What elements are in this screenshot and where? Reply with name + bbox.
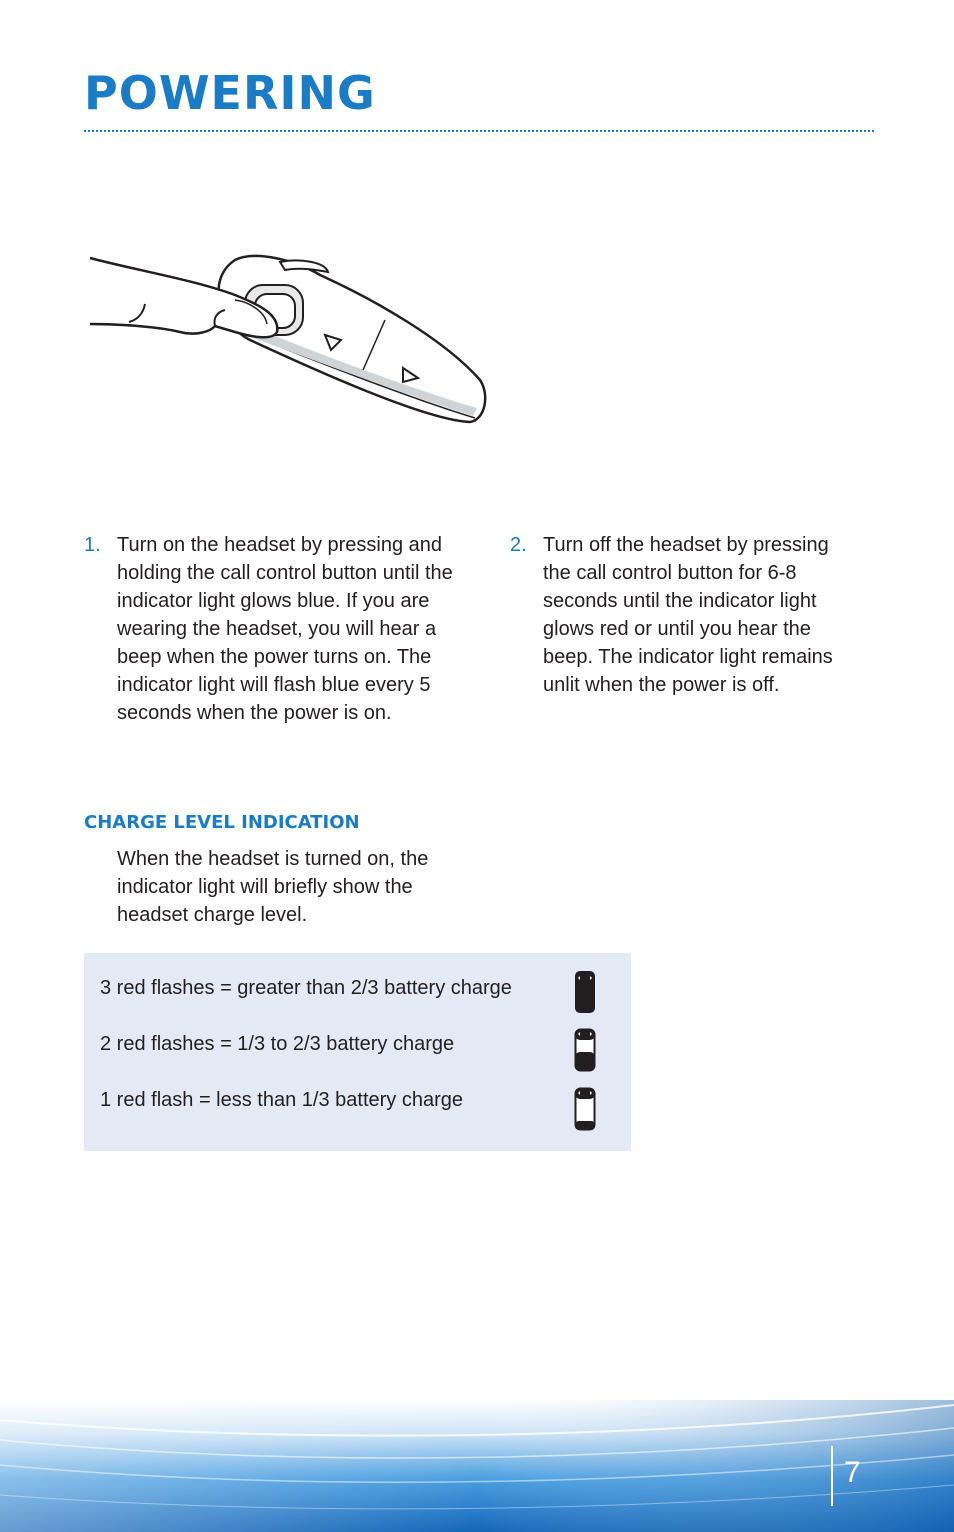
charge-level-3-text: 3 red flashes = greater than 2/3 battery charge — [100, 977, 512, 999]
step-2 — [510, 531, 860, 699]
charge-level-2-text: 2 red flashes = 1/3 to 2/3 battery charge — [100, 1033, 455, 1055]
step-1-number: 1. — [84, 534, 101, 556]
page-number-divider — [831, 1446, 833, 1506]
page-number: 7 — [844, 1456, 861, 1489]
step-1-text: Turn on the headset by pressing and holding the call control button until the indicator light glows blue. If you are wearing the headset, you will hear a beep when the power turns on. The indicator light will flash blue every 5 seconds when the power is on. — [117, 534, 453, 724]
step-2-text: Turn off the headset by pressing the call control button for 6-8 seconds until the indicator light glows red or until you hear the beep. The indicator light remains unlit when the power is off. — [543, 534, 833, 696]
page-title: POWERING — [84, 66, 376, 120]
charge-level-heading: CHARGE LEVEL INDICATION — [84, 812, 360, 833]
title-divider — [84, 130, 874, 132]
charge-level-1-text: 1 red flash = less than 1/3 battery charge — [100, 1089, 463, 1111]
step-1 — [84, 531, 454, 727]
footer-wave-banner — [0, 1400, 954, 1532]
step-2-number: 2. — [510, 534, 527, 556]
battery-one-third-icon — [574, 1087, 596, 1131]
charge-level-intro: When the headset is turned on, the indicator light will briefly show the headset charge level. — [117, 848, 429, 926]
headset-power-illustration — [85, 240, 505, 440]
charge-level-table — [84, 953, 631, 1151]
battery-full-icon — [574, 970, 596, 1014]
battery-two-thirds-icon — [574, 1028, 596, 1072]
